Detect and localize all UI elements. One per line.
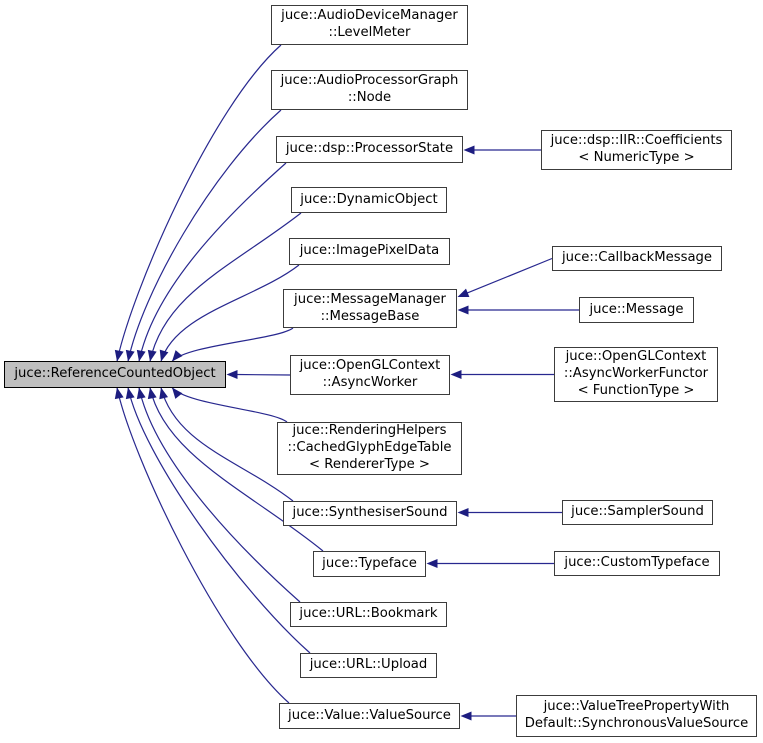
class-node-valuetreeproperty[interactable] [516,695,757,737]
class-node-label-line: juce::SynthesiserSound [292,505,448,521]
edge-samplersound-to-synthesisersound-arrowhead [458,508,469,517]
edge-urlupload-to-refcounted-arrowhead [126,388,135,400]
class-node-label-line: juce::ReferenceCountedObject [14,366,216,382]
class-node-apgnode[interactable] [271,70,468,110]
class-node-levelmeter[interactable] [271,5,468,45]
class-node-label-line: juce::DynamicObject [300,191,438,207]
edge-imagepixeldata-to-refcounted [161,265,299,362]
class-node-label-line: juce::URL::Bookmark [299,606,438,622]
class-node-label-line: juce::OpenGLContext [565,349,707,365]
edge-valuesource-to-refcounted-arrowhead [115,388,124,400]
edge-asyncworker-to-refcounted-arrowhead [227,370,238,379]
edge-apgnode-to-refcounted-arrowhead [126,350,135,362]
class-node-label-line: juce::RenderingHelpers [292,423,447,439]
class-node-label-line: juce::SamplerSound [571,504,704,520]
class-node-customtypeface[interactable] [554,551,720,576]
edge-customtypeface-to-typeface-arrowhead [427,559,438,568]
class-node-asyncworkerfunctor[interactable] [554,347,718,402]
class-node-label-line: juce::URL::Upload [309,657,428,673]
class-node-synthesisersound[interactable] [283,501,457,526]
class-node-urlupload[interactable] [300,653,437,678]
edge-synthesisersound-to-refcounted [161,388,293,502]
class-node-label-line: juce::ImagePixelData [299,243,440,259]
class-node-imagepixeldata[interactable] [289,238,450,265]
edge-imagepixeldata-to-refcounted-arrowhead [160,350,169,362]
edge-cachedglyph-to-refcounted-arrowhead [172,388,182,399]
edge-callbackmessage-to-messagebase [466,259,552,294]
edge-levelmeter-to-refcounted-arrowhead [115,350,124,362]
class-node-urlbookmark[interactable] [290,602,447,627]
class-node-label-line: juce::Value::ValueSource [288,707,451,723]
edge-messagebase-to-refcounted [172,328,293,362]
class-node-processorstate[interactable] [276,136,463,163]
class-node-cachedglyph[interactable] [277,422,462,475]
class-node-refcounted[interactable] [4,361,226,388]
class-node-label-line: ::Node [347,90,392,105]
class-node-label-line: Default::SynchronousValueSource [524,716,749,731]
class-node-label-line: juce::CallbackMessage [561,250,713,266]
class-node-messagebase[interactable] [283,289,457,328]
edge-levelmeter-to-refcounted [117,45,281,362]
edge-typeface-to-refcounted-arrowhead [148,388,157,400]
edge-coefficients-to-processorstate-arrowhead [464,146,475,155]
class-node-label-line: juce::Message [589,301,684,317]
class-node-message[interactable] [579,297,694,323]
class-node-label-line: juce::dsp::ProcessorState [285,141,454,157]
class-node-asyncworker[interactable] [290,355,450,395]
edge-cachedglyph-to-refcounted [172,388,287,423]
edge-processorstate-to-refcounted-arrowhead [137,350,146,362]
edge-dynamicobject-to-refcounted-arrowhead [148,350,157,362]
class-node-label-line: juce::CustomTypeface [564,555,710,571]
class-node-dynamicobject[interactable] [291,187,447,213]
class-node-callbackmessage[interactable] [552,246,722,271]
edge-asyncworkerfunctor-to-asyncworker-arrowhead [451,370,462,379]
class-node-label-line: juce::ValueTreePropertyWith [543,699,730,715]
class-node-label-line: < RendererType > [309,456,430,472]
class-node-samplersound[interactable] [562,500,713,525]
class-node-label-line: ::MessageBase [320,308,420,324]
class-node-label-line: juce::MessageManager [294,291,446,307]
class-node-label-line: juce::dsp::IIR::Coefficients [550,133,723,149]
class-node-label-line: ::AsyncWorker [322,375,418,390]
edge-valuetreeproperty-to-valuesource-arrowhead [461,712,472,721]
class-node-label-line: juce::Typeface [322,555,417,571]
edge-synthesisersound-to-refcounted-arrowhead [159,388,168,400]
edge-urlbookmark-to-refcounted-arrowhead [137,388,146,400]
class-node-label-line: juce::AudioProcessorGraph [280,73,459,89]
class-node-label-line: ::CachedGlyphEdgeTable [287,440,452,456]
class-node-typeface[interactable] [313,551,426,577]
class-node-label-line: < NumericType > [578,150,695,165]
edge-asyncworker-to-refcounted [237,375,291,376]
edge-messagebase-to-refcounted-arrowhead [172,350,183,361]
class-node-coefficients[interactable] [541,130,732,170]
class-node-label-line: ::AsyncWorkerFunctor [563,366,709,382]
edge-message-to-messagebase-arrowhead [458,306,469,315]
edge-valuesource-to-refcounted [117,388,289,704]
class-node-label-line: juce::AudioDeviceManager [281,8,458,24]
class-node-valuesource[interactable] [279,703,460,729]
class-node-label-line: < FunctionType > [577,382,695,398]
edge-dynamicobject-to-refcounted [150,213,301,362]
class-node-label-line: ::LevelMeter [328,25,411,40]
edge-callbackmessage-to-messagebase-arrowhead [458,289,470,297]
class-node-label-line: juce::OpenGLContext [299,358,441,374]
